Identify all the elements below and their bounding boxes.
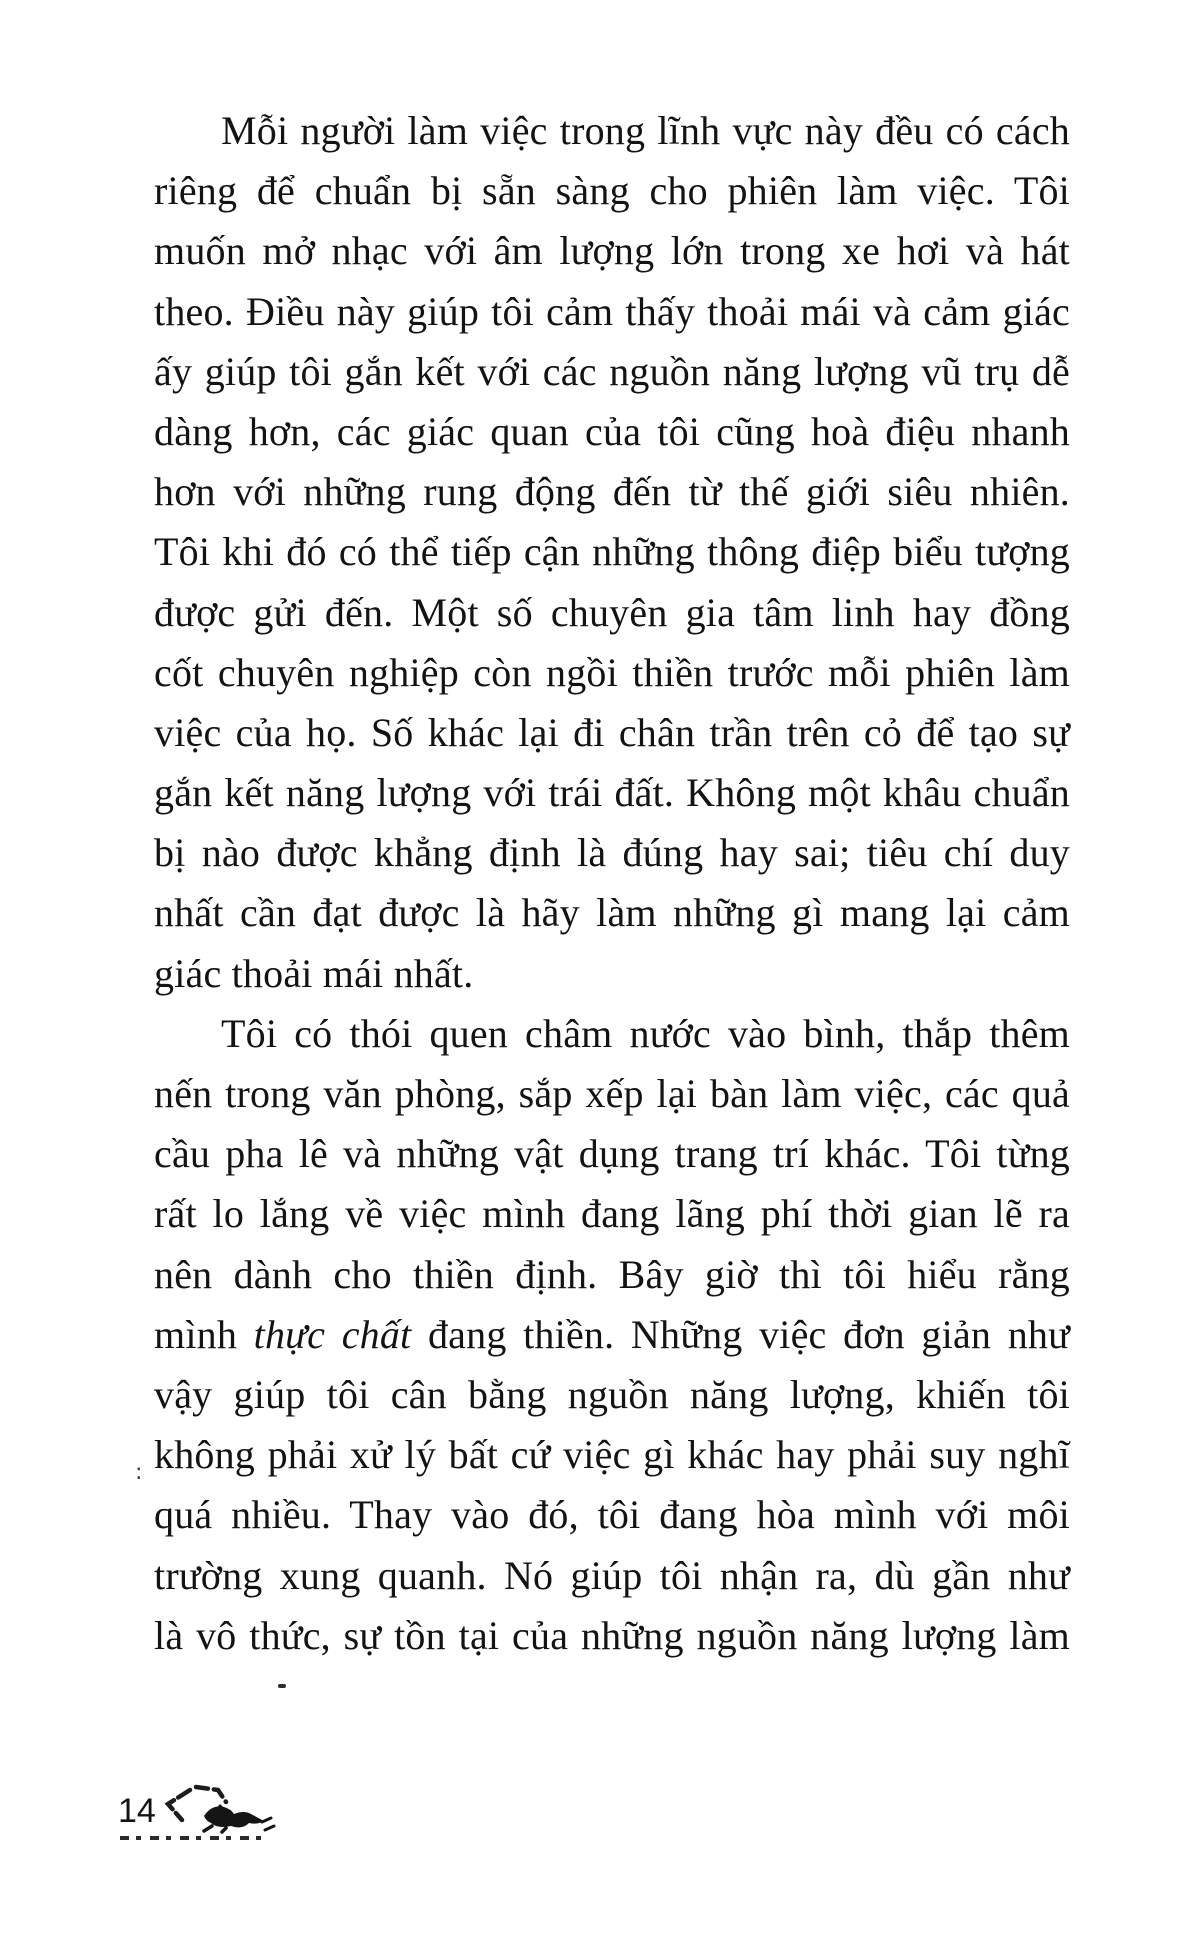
text-line: là vô thức, sự tồn tại của những nguồn năng lượng làm <box>154 1612 1070 1658</box>
text-line: nhất cần đạt được là hãy làm những gì mang lại cảm <box>154 890 1070 936</box>
body-text <box>154 101 1070 1666</box>
text-line: việc của họ. Số khác lại đi chân trần trên cỏ để tạo sự <box>154 709 1070 755</box>
text-line: giác thoải mái nhất. <box>154 950 474 996</box>
page-footer <box>118 1782 338 1852</box>
italic-phrase: thực chất <box>253 1311 412 1357</box>
text-line: trường xung quanh. Nó giúp tôi nhận ra, dù gần như <box>154 1552 1070 1598</box>
text-line: nên dành cho thiền định. Bây giờ thì tôi hiểu rằng <box>154 1251 1070 1297</box>
paragraph-2 <box>154 1004 1070 1666</box>
text-line: dàng hơn, các giác quan của tôi cũng hoà điệu nhanh <box>154 408 1070 454</box>
text-segment: mình <box>154 1311 254 1357</box>
text-line: Tôi khi đó có thể tiếp cận những thông điệp biểu tượng <box>154 529 1070 575</box>
text-line: nến trong văn phòng, sắp xếp lại bàn làm việc, các quả <box>154 1071 1070 1116</box>
text-line: bị nào được khẳng định là đúng hay sai; tiêu chí duy <box>154 830 1070 876</box>
print-speck: : <box>135 1460 143 1485</box>
text-line: không phải xử lý bất cứ việc gì khác hay phải suy nghĩ <box>154 1432 1070 1478</box>
text-line: theo. Điều này giúp tôi cảm thấy thoải mái và cảm giác <box>154 288 1070 334</box>
text-line: cốt chuyên nghiệp còn ngồi thiền trước mỗi phiên làm <box>154 649 1070 695</box>
text-line: muốn mở nhạc với âm lượng lớn trong xe hơi và hát <box>154 228 1070 274</box>
text-line: rất lo lắng về việc mình đang lãng phí thời gian lẽ ra <box>154 1191 1070 1237</box>
text-line-with-italic <box>154 1305 1070 1365</box>
text-line: vậy giúp tôi cân bằng nguồn năng lượng, khiến tôi <box>154 1371 1070 1417</box>
text-line: cầu pha lê và những vật dụng trang trí khác. Tôi từng <box>154 1131 1070 1177</box>
text-line: được gửi đến. Một số chuyên gia tâm linh hay đồng <box>154 589 1070 635</box>
footer-dashed-line <box>120 1836 270 1840</box>
text-line: hơn với những rung động đến từ thế giới siêu nhiên. <box>154 469 1070 515</box>
text-line: riêng để chuẩn bị sẵn sàng cho phiên làm việc. Tôi <box>154 168 1070 214</box>
text-line: quá nhiều. Thay vào đó, tôi đang hòa mình với môi <box>154 1492 1070 1538</box>
text-segment: đang thiền. Những việc đơn giản như <box>411 1311 1070 1357</box>
text-line: gắn kết năng lượng với trái đất. Không một khâu chuẩn <box>154 770 1070 816</box>
ink-doodle-ornament <box>160 1782 278 1834</box>
text-line: Tôi có thói quen châm nước vào bình, thắp thêm <box>221 1010 1070 1056</box>
text-line: ấy giúp tôi gắn kết với các nguồn năng lượng vũ trụ dễ <box>154 348 1070 394</box>
print-dot <box>278 1684 286 1688</box>
text-line: Mỗi người làm việc trong lĩnh vực này đều có cách <box>221 108 1070 153</box>
paragraph-1 <box>154 101 1070 1004</box>
page-number: 14 <box>118 1792 156 1830</box>
